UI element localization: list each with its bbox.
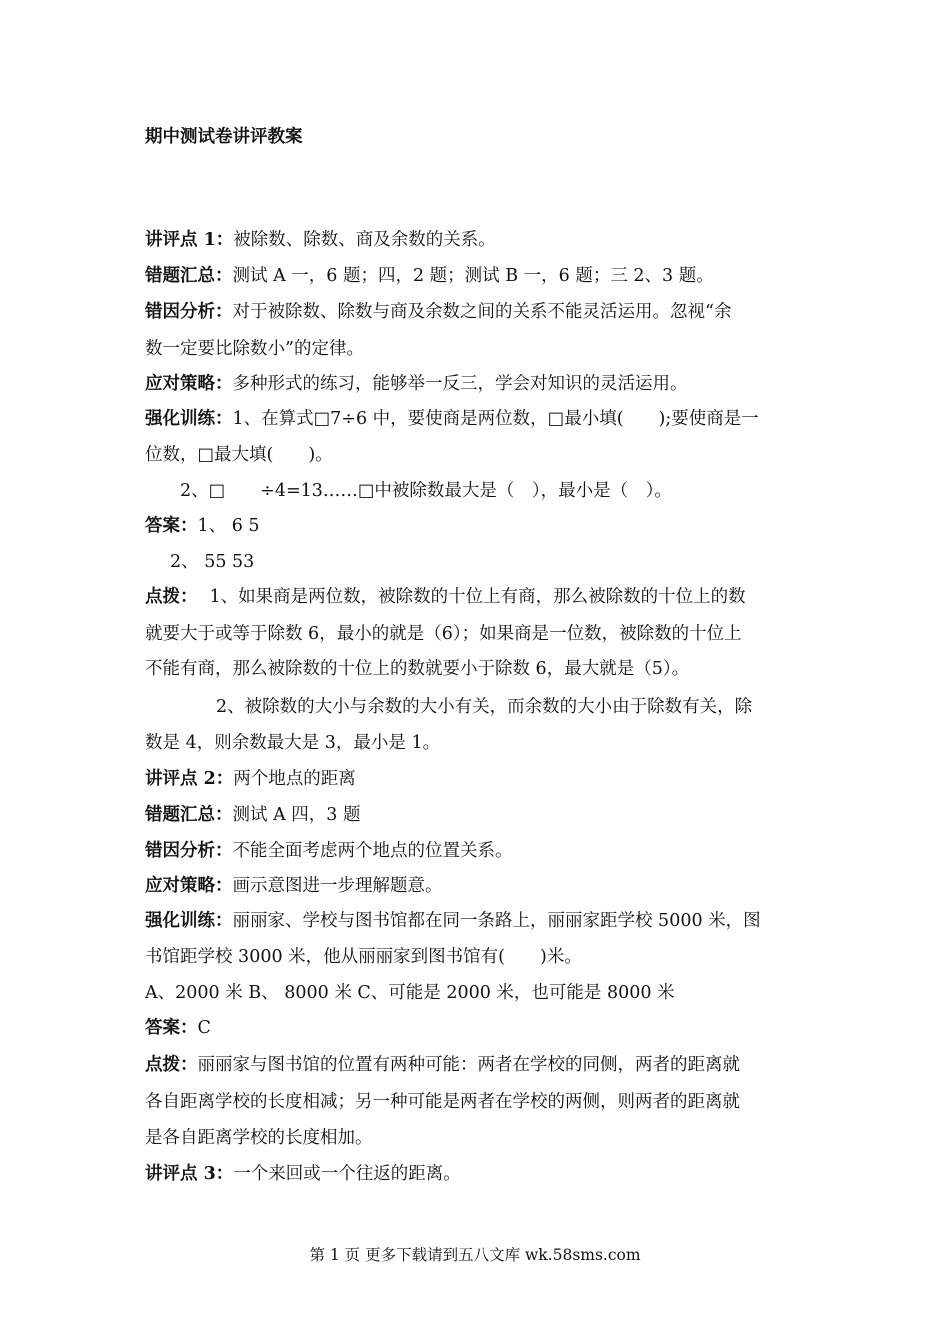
strategy-1-text: 多种形式的练习，能够举一反三，学会对知识的灵活运用。: [232, 374, 688, 394]
hint-2-line2: 各自距离学校的长度相减；另一种可能是两者在学校的两侧，则两者的距离就: [145, 1092, 740, 1112]
page-footer: 第 1 页 更多下载请到五八文库 wk.58sms.com: [309, 1246, 641, 1264]
training-2: [145, 909, 810, 933]
error-analysis-1: [145, 300, 810, 324]
error-summary-1: [145, 264, 810, 288]
training-2-options: A、2000 米 B、 8000 米 C、可能是 2000 米，也可能是 8000 米: [145, 983, 675, 1003]
answer-1-label: 答案：: [145, 516, 198, 536]
hint-2-label: 点拨：: [145, 1055, 198, 1075]
hint-2-text: 丽丽家与图书馆的位置有两种可能：两者在学校的同侧，两者的距离就: [197, 1055, 740, 1075]
hint-1-q2-cont: 数是 4，则余数最大是 3，最小是 1。: [145, 733, 441, 753]
error-analysis-1-text: 对于被除数、除数与商及余数之间的关系不能灵活运用。忽视“余: [232, 302, 732, 322]
error-analysis-1-label: 错因分析：: [145, 302, 233, 322]
review-point-1: [145, 228, 810, 252]
training-2-cont: 书馆距学校 3000 米，他从丽丽家到图书馆有( )米。: [145, 947, 582, 967]
hint-1-text: 1、如果商是两位数，被除数的十位上有商，那么被除数的十位上的数: [209, 587, 746, 607]
error-analysis-1-cont: 数一定要比除数小”的定律。: [145, 339, 364, 359]
training-1-text: 1、在算式□7÷6 中，要使商是两位数，□最小填( );要使商是一: [232, 409, 759, 429]
error-analysis-2: [145, 839, 810, 863]
error-summary-2: [145, 803, 810, 827]
answer-2: [145, 1016, 810, 1040]
answer-1: [145, 514, 810, 538]
error-summary-2-text: 测试 A 四，3 题: [232, 805, 361, 825]
document-title: 期中测试卷讲评教案: [145, 127, 303, 147]
strategy-2-text: 画示意图进一步理解题意。: [232, 876, 443, 896]
review-point-2-text: 两个地点的距离: [233, 769, 356, 789]
review-point-2: [145, 767, 810, 791]
review-point-3: [145, 1162, 810, 1186]
training-2-text: 丽丽家、学校与图书馆都在同一条路上，丽丽家距学校 5000 米，图: [232, 911, 761, 931]
review-point-1-text: 被除数、除数、商及余数的关系。: [233, 230, 496, 250]
review-point-3-label: 讲评点 3：: [145, 1164, 234, 1184]
hint-1-label: 点拨：: [145, 587, 198, 607]
answer-1-text: 1、 6 5: [197, 516, 260, 536]
training-1-cont: 位数，□最大填( )。: [145, 445, 333, 465]
error-summary-2-label: 错题汇总：: [145, 805, 233, 825]
hint-1: [145, 585, 810, 609]
strategy-1: [145, 372, 810, 396]
error-summary-1-text: 测试 A 一，6 题；四，2 题；测试 B 一，6 题；三 2、3 题。: [232, 266, 714, 286]
hint-1-line3: 不能有商，那么被除数的十位上的数就要小于除数 6，最大就是（5）。: [145, 659, 690, 679]
error-summary-1-label: 错题汇总：: [145, 266, 233, 286]
review-point-3-text: 一个来回或一个往返的距离。: [233, 1164, 461, 1184]
hint-2-line3: 是各自距离学校的长度相加。: [145, 1128, 373, 1148]
training-1: [145, 407, 810, 431]
error-analysis-2-label: 错因分析：: [145, 841, 233, 861]
strategy-2: [145, 874, 810, 898]
hint-1-line2: 就要大于或等于除数 6，最小的就是（6）；如果商是一位数，被除数的十位上: [145, 624, 742, 644]
hint-2: [145, 1053, 810, 1077]
strategy-2-label: 应对策略：: [145, 876, 233, 896]
training-1-label: 强化训练：: [145, 409, 233, 429]
answer-1-q2: 2、 55 53: [170, 552, 255, 572]
training-1-q2: 2、□ ÷4=13……□中被除数最大是（ ），最小是（ ）。: [180, 481, 672, 501]
hint-1-q2: 2、被除数的大小与余数的大小有关，而余数的大小由于除数有关，除: [216, 697, 753, 717]
answer-2-label: 答案：: [145, 1018, 198, 1038]
strategy-1-label: 应对策略：: [145, 374, 233, 394]
training-2-label: 强化训练：: [145, 911, 233, 931]
error-analysis-2-text: 不能全面考虑两个地点的位置关系。: [232, 841, 513, 861]
review-point-1-label: 讲评点 1：: [145, 230, 234, 250]
review-point-2-label: 讲评点 2：: [145, 769, 234, 789]
answer-2-text: C: [197, 1018, 211, 1038]
